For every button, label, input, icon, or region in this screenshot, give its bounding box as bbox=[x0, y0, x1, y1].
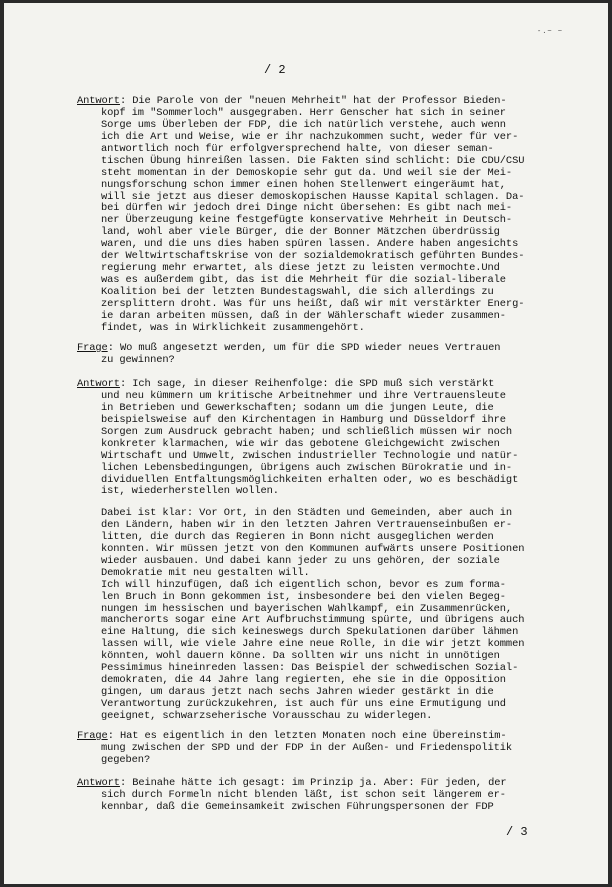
text-line: ie daran arbeiten müssen, daß in der Wählerschaft wieder zusammen- bbox=[101, 309, 506, 322]
text-line: steht momentan in der Demoskopie sehr gut da. Und weil sie der Mei- bbox=[101, 166, 513, 179]
question-paragraph-2 bbox=[77, 731, 597, 767]
text-line: lichen Lebensbedingungen, übrigens auch zwischen Bürokratie und in- bbox=[101, 461, 513, 474]
text-line: Dabei ist klar: Vor Ort, in den Städten und Gemeinden, aber auch in bbox=[101, 507, 513, 519]
text-line: Ich will hinzufügen, daß ich eigentlich schon, bevor es zum forma- bbox=[101, 578, 506, 591]
text-line: waren, und die uns dies haben spüren lassen. Andere haben angesichts bbox=[101, 238, 519, 251]
text-line: gegeben? bbox=[101, 753, 151, 766]
answer-paragraph-1 bbox=[77, 96, 597, 335]
text-line: Koalition bei der letzten Bundestagswahl, die sich allerdings zu bbox=[101, 286, 494, 298]
text-line: tischen Übung hinreißen lassen. Die Fakten sind schlicht: Die CDU/CSU bbox=[101, 154, 525, 167]
text-line: mung zwischen der SPD und der FDP in der Außen- und Friedenspolitik bbox=[101, 741, 513, 754]
text-line: könnten, wohl dauern könne. Da sollten wir uns nicht in unnötigen bbox=[101, 650, 500, 663]
text-line: gingen, um daraus jetzt nach sechs Jahren wieder gestärkt in die bbox=[101, 686, 494, 699]
document-page bbox=[4, 3, 608, 884]
text-line: den Ländern, haben wir in den letzten Jahren Vertrauenseinbußen er- bbox=[101, 518, 513, 531]
text-line: Frage: Hat es eigentlich in den letzten Monaten noch eine Übereinstim- bbox=[77, 730, 507, 742]
text-line: ich die Art und Weise, wie er ihr nachzukommen sucht, weder für ver- bbox=[101, 130, 519, 143]
text-line: will sie jetzt aus dieser demoskopischen Hausse Kapital schlagen. Da- bbox=[101, 190, 525, 203]
text-line: litten, die durch das Regieren in Bonn nicht ausgeglichen werden bbox=[101, 530, 494, 543]
text-line: demokraten, die 44 Jahre lang regierten, ehe sie in die Opposition bbox=[101, 674, 506, 687]
text-line: mancherorts sogar eine Art Aufbruchstimmung spürte, und übrigens auch bbox=[101, 614, 525, 627]
text-line: kopf im "Sommerloch" ausgegraben. Herr Genscher hat sich in seiner bbox=[101, 106, 506, 119]
text-line: konnten. Wir müssen jetzt von den Kommunen aufwärts unsere Positionen bbox=[101, 542, 525, 555]
answer-paragraph-2 bbox=[77, 379, 597, 498]
text-line: ner Überzeugung keine festgefügte konservative Mehrheit in Deutsch- bbox=[101, 214, 513, 227]
question-paragraph-1 bbox=[77, 343, 597, 367]
text-line: und neu kümmern um kritische Arbeitnehmer und ihre Vertrauensleute bbox=[101, 389, 506, 402]
text-line: der Weltwirtschaftskrise von der sozialdemokratisch geführten Bundes- bbox=[101, 250, 525, 263]
text-line: Sorgen zum Ausdruck gebracht haben; und schließlich müssen wir noch bbox=[101, 425, 513, 438]
text-line: geeignet, schwarzseherische Vorausschau zu widerlegen. bbox=[101, 709, 433, 722]
text-line: Antwort: Die Parole von der "neuen Mehrheit" hat der Professor Bieden- bbox=[77, 95, 507, 107]
text-line: Antwort: Beinahe hätte ich gesagt: im Prinzip ja. Aber: Für jeden, der bbox=[77, 777, 507, 789]
text-line: zersplittern droht. Was für uns heißt, daß wir mit verstärkter Energ- bbox=[101, 297, 525, 310]
text-line: lassen will, wie viele Jahre eine neue Rolle, in die wir jetzt kommen bbox=[101, 638, 525, 651]
text-line: Pessimimus hineinreden lassen: Das Beispiel der schwedischen Sozial- bbox=[101, 662, 519, 675]
speaker-label: Antwort bbox=[77, 95, 120, 107]
text-line: kennbar, daß die Gemeinsamkeit zwischen Führungspersonen der FDP bbox=[101, 800, 494, 813]
text-line: Frage: Wo muß angesetzt werden, um für die SPD wieder neues Vertrauen bbox=[77, 342, 501, 354]
text-line: len Bruch in Bonn gekommen ist, insbesondere bei den vielen Begeg- bbox=[101, 590, 506, 603]
text-line: konkreter klarmachen, wie wir das gebotene Gleichgewicht zwischen bbox=[101, 437, 500, 450]
text-line: Wirtschaft und Umwelt, zwischen industrieller Technologie und natür- bbox=[101, 449, 519, 462]
next-page-marker: / 3 bbox=[506, 825, 528, 839]
speaker-label: Antwort bbox=[77, 378, 120, 390]
text-line: dividuellen Entfaltungsmöglichkeiten erhalten oder, wo es beschädigt bbox=[101, 473, 519, 486]
speaker-label: Antwort bbox=[77, 777, 120, 789]
text-line: Sorge ums Überleben der FDP, die ich natürlich verstehe, auch wenn bbox=[101, 118, 506, 131]
text-line: Antwort: Ich sage, in dieser Reihenfolge: die SPD muß sich verstärkt bbox=[77, 378, 495, 390]
text-line: antwortlich noch für erfolgversprechend halte, von dieser seman- bbox=[101, 142, 494, 155]
text-line: Verantwortung zurückzukehren, ist auch für uns eine Ermutigung und bbox=[101, 698, 506, 710]
text-line: was es außerdem gibt, das ist die Mehrheit für die sozial-liberale bbox=[101, 274, 506, 287]
answer-paragraph-3 bbox=[77, 778, 597, 814]
text-line: wieder ausbauen. Und dabei kann jeder zu uns gehören, der soziale bbox=[101, 554, 500, 567]
text-line: eine Haltung, die sich keineswegs durch Spekulationen darüber lähmen bbox=[101, 626, 519, 639]
text-line: Demokratie mit neu gestalten will. bbox=[101, 566, 310, 579]
text-line: nungsforschung schon immer einen hohen Stellenwert eingeräumt hat, bbox=[101, 178, 506, 191]
text-line: beispielsweise auf den Kirchentagen in Hamburg und Düsseldorf ihre bbox=[101, 413, 506, 426]
text-line: ist, wiederherstellen wollen. bbox=[101, 485, 279, 498]
text-line: land, wohl aber viele Bürger, die der Bonner Mätzchen überdrüssig bbox=[101, 226, 500, 239]
text-line: nungen im hessischen und bayerischen Wahlkampf, ein Zusammenrücken, bbox=[101, 602, 513, 615]
answer-paragraph-2-continued bbox=[77, 508, 597, 723]
text-line: findet, was in Wirklichkeit zusammengehört. bbox=[101, 321, 365, 334]
page-number: / 2 bbox=[264, 63, 286, 77]
text-line: in Betrieben und Gewerkschaften; sodann um die jungen Leute, die bbox=[101, 401, 494, 414]
speaker-label: Frage bbox=[77, 730, 108, 742]
text-line: regierung mehr erwartet, als diese jetzt zu leisten vermochte.Und bbox=[101, 262, 500, 275]
text-line: sich durch Formeln nicht blenden läßt, ist schon seit längerem er- bbox=[101, 788, 506, 801]
text-line: bei dürfen wir jedoch drei Dinge nicht übersehen: Es gibt nach mei- bbox=[101, 202, 513, 215]
text-line: zu gewinnen? bbox=[101, 353, 175, 366]
speaker-label: Frage bbox=[77, 342, 108, 354]
corner-mark: -.~ ~ bbox=[537, 28, 564, 36]
